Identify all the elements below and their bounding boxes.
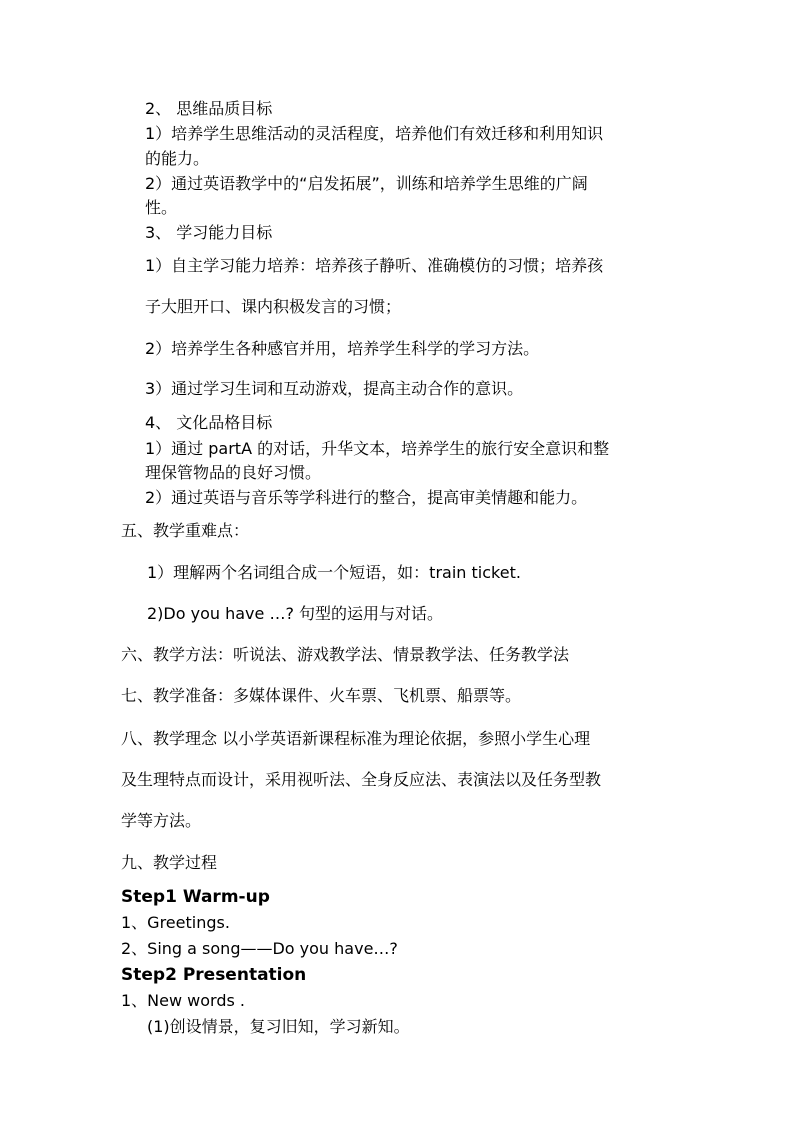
paragraph-line: 2)Do you have …? 句型的运用与对话。 [147, 604, 444, 623]
paragraph-line: 1）通过 partA 的对话，升华文本，培养学生的旅行安全意识和整 [145, 439, 610, 458]
paragraph-line: 八、教学理念 以小学英语新课程标准为理论依据，参照小学生心理 [121, 729, 591, 748]
paragraph-line: 子大胆开口、课内积极发言的习惯； [145, 297, 402, 316]
section-heading: 五、教学重难点： [121, 521, 250, 540]
paragraph-line: 学等方法。 [121, 811, 202, 830]
list-item: 1、Greetings. [121, 913, 230, 932]
paragraph-line: 2）培养学生各种感官并用，培养学生科学的学习方法。 [145, 339, 540, 358]
paragraph-line: 的能力。 [145, 149, 210, 168]
list-item: 2、Sing a song——Do you have…? [121, 939, 398, 958]
paragraph-line: 2）通过英语教学中的“启发拓展”，训练和培养学生思维的广阔 [145, 174, 588, 193]
list-item: (1)创设情景，复习旧知，学习新知。 [147, 1017, 410, 1036]
paragraph-line: 六、教学方法：听说法、游戏教学法、情景教学法、任务教学法 [121, 645, 570, 664]
paragraph-line: 2）通过英语与音乐等学科进行的整合，提高审美情趣和能力。 [145, 488, 588, 507]
section-heading: 4、 文化品格目标 [145, 413, 273, 432]
paragraph-line: 性。 [145, 198, 178, 217]
section-heading: 3、 学习能力目标 [145, 223, 273, 242]
paragraph-line: 七、教学准备：多媒体课件、火车票、飞机票、船票等。 [121, 686, 522, 705]
step-heading: Step2 Presentation [121, 965, 307, 985]
paragraph-line: 1）理解两个名词组合成一个短语，如：train ticket. [147, 563, 521, 582]
list-item: 1、New words . [121, 991, 246, 1010]
paragraph-line: 1）自主学习能力培养：培养孩子静听、准确模仿的习惯；培养孩 [145, 256, 604, 275]
paragraph-line: 1）培养学生思维活动的灵活程度，培养他们有效迁移和利用知识 [145, 124, 604, 143]
section-heading: 九、教学过程 [121, 853, 218, 872]
paragraph-line: 理保管物品的良好习惯。 [145, 463, 322, 482]
section-heading: 2、 思维品质目标 [145, 99, 273, 118]
paragraph-line: 及生理特点而设计，采用视听法、全身反应法、表演法以及任务型教 [121, 770, 602, 789]
step-heading: Step1 Warm-up [121, 887, 270, 907]
paragraph-line: 3）通过学习生词和互动游戏，提高主动合作的意识。 [145, 379, 524, 398]
